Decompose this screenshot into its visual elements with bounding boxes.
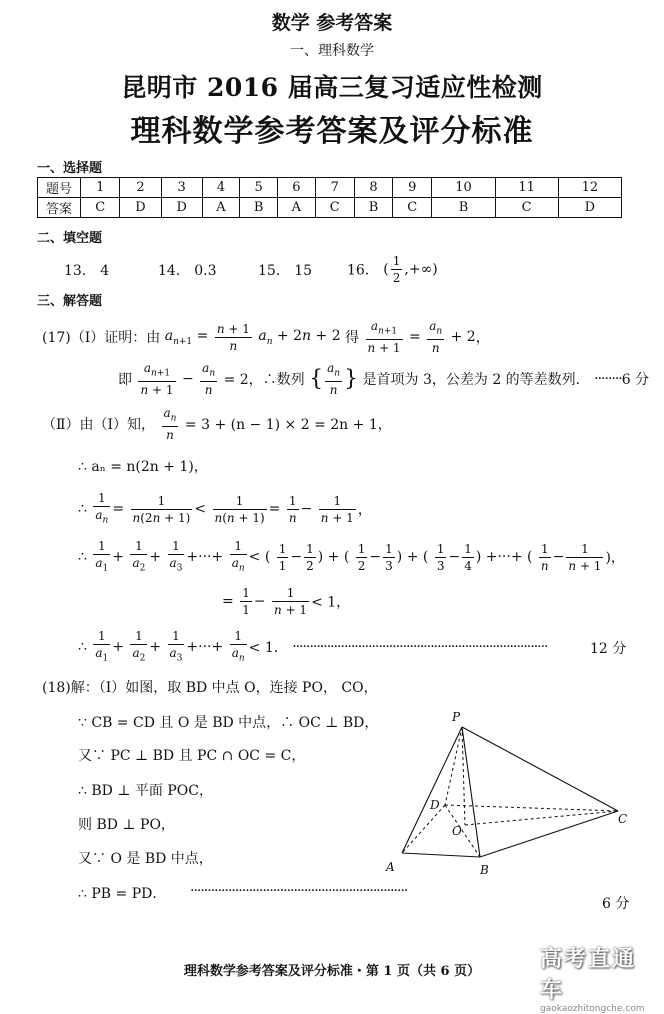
question-number: 11 bbox=[495, 178, 558, 198]
row-header-answer: 答案 bbox=[38, 198, 81, 218]
answer-cell: C bbox=[81, 198, 120, 218]
p17-label: (17)（Ⅰ）证明：由 bbox=[42, 330, 161, 347]
label-c: C bbox=[618, 812, 628, 826]
p17-ji: 即 bbox=[118, 372, 132, 389]
edge-pc bbox=[462, 727, 618, 811]
p17-part2-label: （Ⅱ）由（Ⅰ）知， bbox=[42, 417, 156, 434]
p17-ineq-3: = $\frac{1}{1}$ − $\frac{1}{n + 1}$ < 1， bbox=[222, 586, 351, 617]
p17-line1: (17)（Ⅰ）证明：由 $a_{n+1}$ = $\frac{n + 1}{n}$ $a_n + 2n + 2$ 得 $\frac{a_{n+1}}{n + 1}$ = $\frac{a_n}{n}$ + 2， bbox=[42, 319, 490, 356]
fill-answer-16-label: 16． bbox=[347, 262, 379, 279]
choice-answer-table bbox=[37, 177, 622, 218]
question-number: 9 bbox=[393, 178, 432, 198]
answer-cell: B bbox=[432, 198, 495, 218]
watermark-url: gaokaozhitongche.com bbox=[540, 1004, 645, 1014]
p17-rest: 是首项为 3，公差为 2 的等差数列． bbox=[362, 372, 590, 389]
p17-score-6: 6 分 bbox=[621, 372, 650, 389]
label-a: A bbox=[386, 860, 395, 874]
p17-plus2: + 2 bbox=[450, 329, 476, 346]
p17-score-12: 12 分 bbox=[590, 641, 627, 657]
p17-de: 得 bbox=[345, 330, 360, 347]
p17-part2-line: （Ⅱ）由（Ⅰ）知， $\frac{a_n}{n}$ = 3 + (n − 1) × 2 = 2n + 1， bbox=[42, 406, 392, 443]
edge-pd bbox=[445, 727, 462, 805]
question-number: 3 bbox=[161, 178, 202, 198]
edge-pb bbox=[462, 727, 480, 857]
p18-line3: 又∵ PC ⊥ BD 且 PC ∩ OC = C， bbox=[78, 748, 306, 764]
p18-line6: 又∵ O 是 BD 中点， bbox=[78, 851, 213, 867]
top-title: 数学 参考答案 bbox=[271, 12, 393, 34]
tetrahedron-figure bbox=[370, 705, 640, 885]
p17-part2-rhs: = 3 + (n − 1) × 2 = 2n + 1， bbox=[184, 417, 392, 434]
section-solve-heading: 三、解答题 bbox=[37, 294, 103, 309]
edge-bd bbox=[445, 805, 480, 857]
answer-cell: D bbox=[120, 198, 161, 218]
edge-cd bbox=[445, 805, 618, 811]
edge-oc bbox=[465, 811, 618, 825]
table-row bbox=[38, 178, 622, 198]
fill-answer-16-tail: ,+∞) bbox=[404, 261, 438, 278]
answer-cell: C bbox=[315, 198, 354, 218]
fill-answer-16: 16． ( $\frac{1}{2}$ ,+∞) bbox=[347, 254, 438, 285]
p17-ineq-1: ∴ $\frac{1}{a_n}$ = $\frac{1}{n(2n + 1)}$ < $\frac{1}{n(n + 1)}$ = $\frac{1}{n}$ − $\frac{1}{n + 1}$ ， bbox=[78, 491, 372, 526]
question-number: 12 bbox=[558, 178, 621, 198]
label-p: P bbox=[452, 710, 461, 724]
answer-cell: C bbox=[495, 198, 558, 218]
label-d: D bbox=[430, 798, 440, 812]
answer-cell: B bbox=[354, 198, 392, 218]
p17-eq2: = 2，∴数列 bbox=[223, 372, 305, 389]
section-choice-heading: 一、选择题 bbox=[37, 161, 103, 176]
question-number: 5 bbox=[240, 178, 278, 198]
edge-bc bbox=[480, 811, 618, 857]
fill-answer-14: 14． 0.3 bbox=[158, 263, 217, 279]
question-number: 1 bbox=[81, 178, 120, 198]
page-footer: 理科数学参考答案及评分标准・第 1 页（共 6 页） bbox=[183, 964, 481, 979]
p18-line1: (18)解：（Ⅰ）如图，取 BD 中点 O，连接 PO， CO， bbox=[42, 680, 378, 696]
answer-cell: C bbox=[393, 198, 432, 218]
question-number: 6 bbox=[278, 178, 315, 198]
answer-cell: D bbox=[161, 198, 202, 218]
row-header-number: 题号 bbox=[38, 178, 81, 198]
p18-line5: 则 BD ⊥ PO， bbox=[78, 817, 175, 833]
table-row bbox=[38, 198, 622, 218]
watermark-title: 高考直通车 bbox=[540, 947, 637, 1003]
p17-conclusion: ∴ $\frac{1}{a_1}$ + $\frac{1}{a_2}$ + $\frac{1}{a_3}$ +···+ $\frac{1}{a_n}$ < 1． ·········································································· bbox=[78, 629, 548, 664]
watermark bbox=[540, 942, 658, 1014]
question-number: 4 bbox=[202, 178, 239, 198]
answer-cell: B bbox=[240, 198, 278, 218]
fill-answer-15: 15． 15 bbox=[258, 263, 313, 279]
p18-line7: ∴ PB = PD． bbox=[78, 886, 167, 902]
sub-title: 一、理科数学 bbox=[290, 43, 374, 59]
question-number: 7 bbox=[315, 178, 354, 198]
question-number: 8 bbox=[354, 178, 392, 198]
p17-ineq-2: ∴ $\frac{1}{a_1}$ + $\frac{1}{a_2}$ + $\frac{1}{a_3}$ +···+ $\frac{1}{a_n}$ < ( $\frac{1}{1}$ − $\frac{1}{2}$ ) + ( $\frac{1}{2}$ − $\frac{1}{3}$ ) + ( $\frac{1}{3}$ − $\frac{1}{4}$ ) +···+ ( $\frac{1}{n}$ − $\frac{1}{n + 1}$ )， bbox=[78, 539, 625, 574]
question-number: 10 bbox=[432, 178, 495, 198]
answer-cell: A bbox=[202, 198, 239, 218]
fill-answer-13: 13． 4 bbox=[64, 263, 110, 279]
section-fill-heading: 二、填空题 bbox=[37, 231, 103, 246]
document-title: 理科数学参考答案及评分标准 bbox=[130, 114, 534, 149]
p18-dots: ······························································· bbox=[190, 883, 408, 899]
edge-ab bbox=[402, 853, 480, 857]
question-number: 2 bbox=[120, 178, 161, 198]
p18-line2: ∵ CB = CD 且 O 是 BD 中点，∴ OC ⊥ BD， bbox=[78, 715, 379, 731]
p18-line4: ∴ BD ⊥ 平面 POC， bbox=[78, 783, 213, 799]
exam-title: 昆明市 2016 届高三复习适应性检测 bbox=[121, 73, 543, 102]
label-b: B bbox=[480, 863, 489, 877]
p17-line2: 即 $\frac{a_{n+1}}{n + 1}$ − $\frac{a_n}{n}$ = 2，∴数列 { $\frac{a_n}{n}$ } 是首项为 3，公差为 2 的等差数列． ········6 分 bbox=[118, 361, 650, 398]
answer-cell: A bbox=[278, 198, 315, 218]
p17-an-line: ∴ aₙ = n(2n + 1)， bbox=[78, 459, 208, 475]
edge-ad bbox=[402, 805, 445, 853]
label-o: O bbox=[452, 824, 462, 838]
answer-cell: D bbox=[558, 198, 621, 218]
p18-score-6: 6 分 bbox=[602, 896, 630, 912]
